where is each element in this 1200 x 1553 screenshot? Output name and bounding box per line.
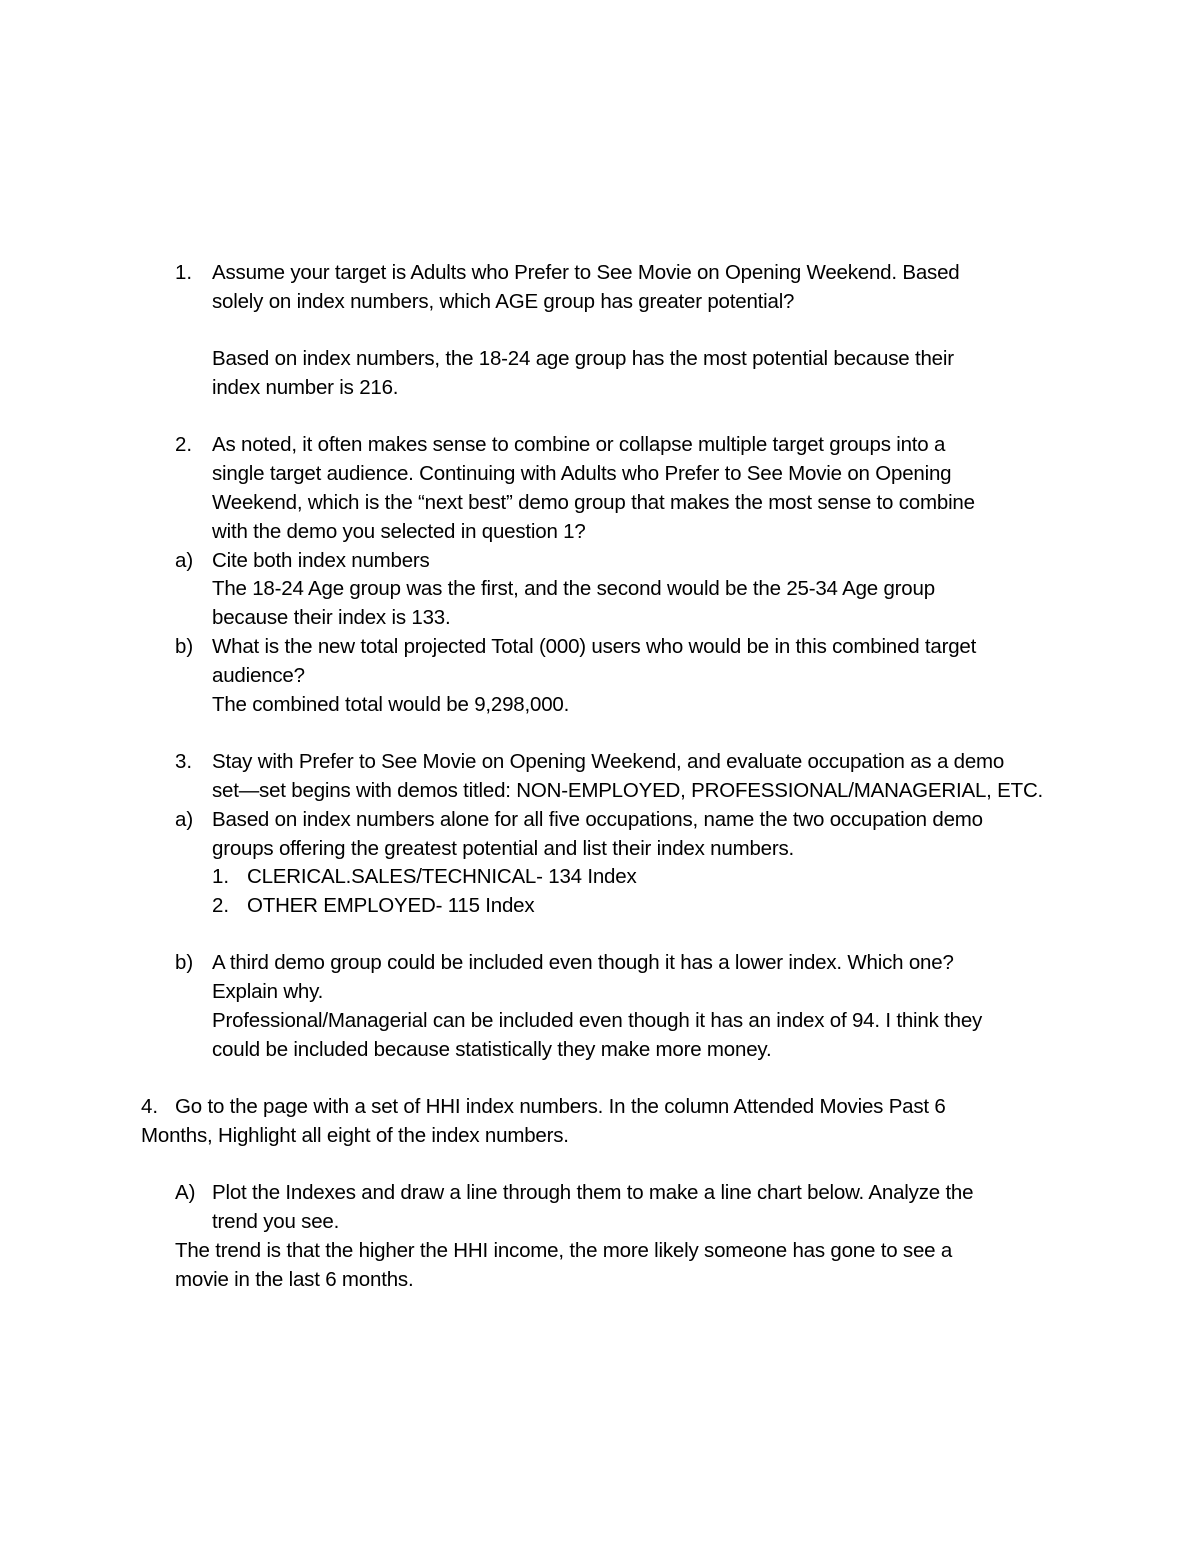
q3b-answer-line-2: could be included because statistically they make more money. bbox=[212, 1038, 772, 1061]
q4-marker: 4. bbox=[141, 1095, 159, 1118]
q2-question-line-4: with the demo you selected in question 1? bbox=[212, 520, 586, 543]
q3a-answer-2-text: OTHER EMPLOYED- 115 Index bbox=[247, 894, 535, 917]
q2a-question: Cite both index numbers bbox=[212, 549, 430, 572]
q4-question-line-2: Months, Highlight all eight of the index numbers. bbox=[141, 1124, 569, 1147]
q3a-answer-1-marker: 1. bbox=[212, 865, 230, 888]
q3-marker: 3. bbox=[175, 750, 193, 773]
q3a-marker: a) bbox=[175, 808, 194, 831]
q1-question-line-2: solely on index numbers, which AGE group has greater potential? bbox=[212, 290, 795, 313]
q2b-answer: The combined total would be 9,298,000. bbox=[212, 693, 570, 716]
q2-question-line-2: single target audience. Continuing with Adults who Prefer to See Movie on Opening bbox=[212, 462, 952, 485]
q3a-answer-1-text: CLERICAL.SALES/TECHNICAL- 134 Index bbox=[247, 865, 637, 888]
q2-marker: 2. bbox=[175, 433, 193, 456]
q2a-answer-line-2: because their index is 133. bbox=[212, 606, 451, 629]
q2-question-line-3: Weekend, which is the “next best” demo group that makes the most sense to combine bbox=[212, 491, 975, 514]
q3b-answer-line-1: Professional/Managerial can be included even though it has an index of 94. I think they bbox=[212, 1009, 983, 1032]
q1-answer-line-2: index number is 216. bbox=[212, 376, 399, 399]
q3b-question-line-1: A third demo group could be included even though it has a lower index. Which one? bbox=[212, 951, 954, 974]
q2b-question-line-1: What is the new total projected Total (000) users who would be in this combined target bbox=[212, 635, 977, 658]
q2a-answer-line-1: The 18-24 Age group was the first, and the second would be the 25-34 Age group bbox=[212, 577, 935, 600]
q3b-question-line-2: Explain why. bbox=[212, 980, 324, 1003]
q3a-question-line-2: groups offering the greatest potential and list their index numbers. bbox=[212, 837, 795, 860]
q2a-marker: a) bbox=[175, 549, 194, 572]
q2b-marker: b) bbox=[175, 635, 194, 658]
q3a-question-line-1: Based on index numbers alone for all five occupations, name the two occupation demo bbox=[212, 808, 983, 831]
q2-question-line-1: As noted, it often makes sense to combine or collapse multiple target groups into a bbox=[212, 433, 946, 456]
q4-question-line-1: Go to the page with a set of HHI index numbers. In the column Attended Movies Past 6 bbox=[175, 1095, 946, 1118]
q3-question-line-2: set—set begins with demos titled: NON-EMPLOYED, PROFESSIONAL/MANAGERIAL, ETC. bbox=[212, 779, 1044, 802]
q3a-answer-2-marker: 2. bbox=[212, 894, 230, 917]
q4-answer-line-2: movie in the last 6 months. bbox=[175, 1268, 414, 1291]
q3-question-line-1: Stay with Prefer to See Movie on Opening Weekend, and evaluate occupation as a demo bbox=[212, 750, 1005, 773]
q1-question-line-1: Assume your target is Adults who Prefer to See Movie on Opening Weekend. Based bbox=[212, 261, 960, 284]
q4a-question-line-1: Plot the Indexes and draw a line through them to make a line chart below. Analyze the bbox=[212, 1181, 974, 1204]
q3b-marker: b) bbox=[175, 951, 194, 974]
q2b-question-line-2: audience? bbox=[212, 664, 305, 687]
q4-answer-line-1: The trend is that the higher the HHI income, the more likely someone has gone to see a bbox=[175, 1239, 953, 1262]
q1-marker: 1. bbox=[175, 261, 193, 284]
q4a-question-line-2: trend you see. bbox=[212, 1210, 340, 1233]
q4a-marker: A) bbox=[175, 1181, 196, 1204]
q1-answer-line-1: Based on index numbers, the 18-24 age group has the most potential because their bbox=[212, 347, 954, 370]
